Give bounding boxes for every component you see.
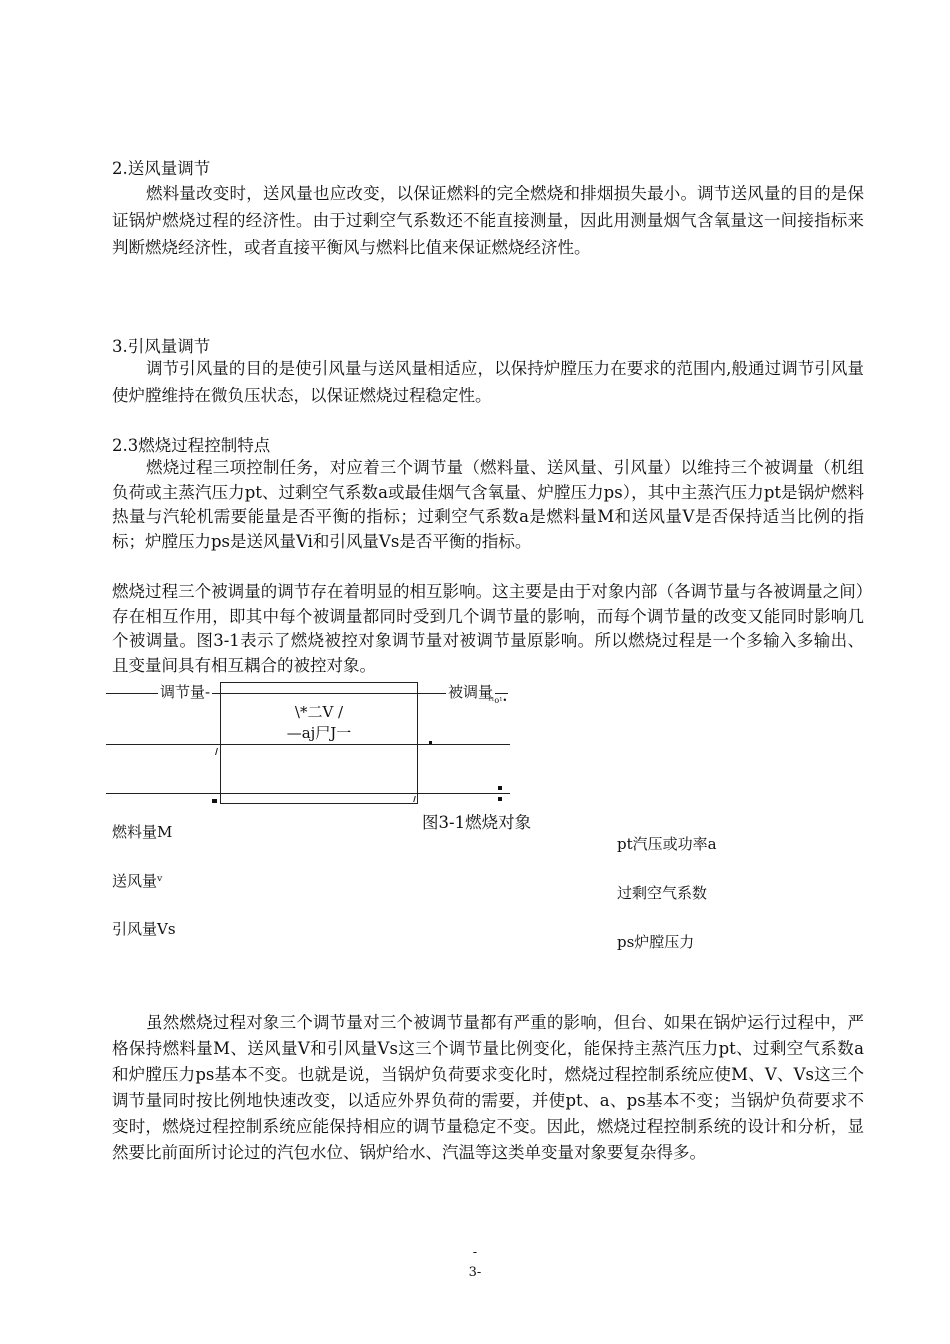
heading-control-features: 2.3燃烧过程控制特点 <box>112 436 271 455</box>
figure-output-pressure: pt汽压或功率a <box>617 835 717 853</box>
figure-tick-mark-left <box>215 748 218 755</box>
figure-arrow-right-upper <box>498 786 502 790</box>
figure-tiny-mark: ¹¹o¹• <box>488 696 508 705</box>
figure-output-excess-air: 过剩空气系数 <box>617 884 708 902</box>
footer-dash: - <box>472 1245 478 1260</box>
figure-dot-mark <box>429 741 432 744</box>
figure-inner-line-2: —aj尸J一 <box>286 724 352 742</box>
paragraph-induced-flow: 调节引风量的目的是使引风量与送风量相适应，以保持炉膛压力在要求的范围内,般通过调节引风量使炉膛维持在微负压状态，以保证燃烧过程稳定性。 <box>112 359 864 405</box>
figure-label-inputs: 调节量- <box>160 683 211 701</box>
paragraph-control-features-2: 燃烧过程三个被调量的调节存在着明显的相互影响。这主要是由于对象内部（各调节量与各被调量之间）存在相互作用，即其中每个被调量都同时受到几个调节量的影响，而每个调节量的改变又能同时影响几个被调量。图3-1表示了燃烧被控对象调节量对被调节量原影响。所以燃烧过程是一个多输入多输出、且变量间具有相互耦合的被控对象。 <box>112 582 864 675</box>
paragraph-air-flow: 燃料量改变时，送风量也应改变，以保证燃料的完全燃烧和排烟损失最小。调节送风量的目的是保证锅炉燃烧过程的经济性。由于过剩空气系数还不能直接测量，因此用测量烟气含氧量这一间接指标来判断燃烧经济性，或者直接平衡风与燃料比值来保证燃烧经济性。 <box>112 184 864 257</box>
figure-label-outputs: 被调量 <box>448 683 494 701</box>
heading-air-flow: 2.送风量调节 <box>112 159 211 178</box>
figure-input-induced: 引风量Vs <box>112 920 176 938</box>
figure-input-fuel: 燃料量M <box>112 823 173 841</box>
figure-inner-line-1: \*二V / <box>294 703 344 721</box>
heading-induced-flow: 3.引风量调节 <box>112 337 211 356</box>
figure-arrow-right-lower <box>498 797 502 801</box>
paragraph-closing: 虽然燃烧过程对象三个调节量对三个被调节量都有严重的影响，但台、如果在锅炉运行过程中，严格保持燃料量M、送风量V和引风量Vs这三个调节量比例变化，能保持主蒸汽压力pt、过剩空气系数a和炉膛压力ps基本不变。也就是说，当锅炉负荷要求变化时，燃烧过程控制系统应使M、V、Vs这三个调节量同时按比例地快速改变，以适应外界负荷的需要，并使pt、a、ps基本不变；当锅炉负荷要求不变时，燃烧过程控制系统应能保持相应的调节量稳定不变。因此，燃烧过程控制系统的设计和分析，显然要比前面所讨论过的汽包水位、锅炉给水、汽温等这类单变量对象要复杂得多。 <box>112 1013 864 1162</box>
figure-arrow-left <box>212 799 217 803</box>
page-number: 3- <box>468 1265 482 1280</box>
figure-caption: 图3-1燃烧对象 <box>422 813 532 832</box>
figure-output-furnace: ps炉膛压力 <box>617 933 695 951</box>
figure-input-air: 送风量ᵛ <box>112 872 163 890</box>
paragraph-control-features-1: 燃烧过程三项控制任务，对应着三个调节量（燃料量、送风量、引风量）以维持三个被调量（机组负荷或主蒸汽压力pt、过剩空气系数a或最佳烟气含氧量、炉膛压力ps），其中主蒸汽压力pt是锅炉燃料热量与汽轮机需要能量是否平衡的指标；过剩空气系数a是燃料量M和送风量V是否保持适当比例的指标；炉膛压力ps是送风量Vi和引风量Vs是否平衡的指标。 <box>112 458 864 551</box>
